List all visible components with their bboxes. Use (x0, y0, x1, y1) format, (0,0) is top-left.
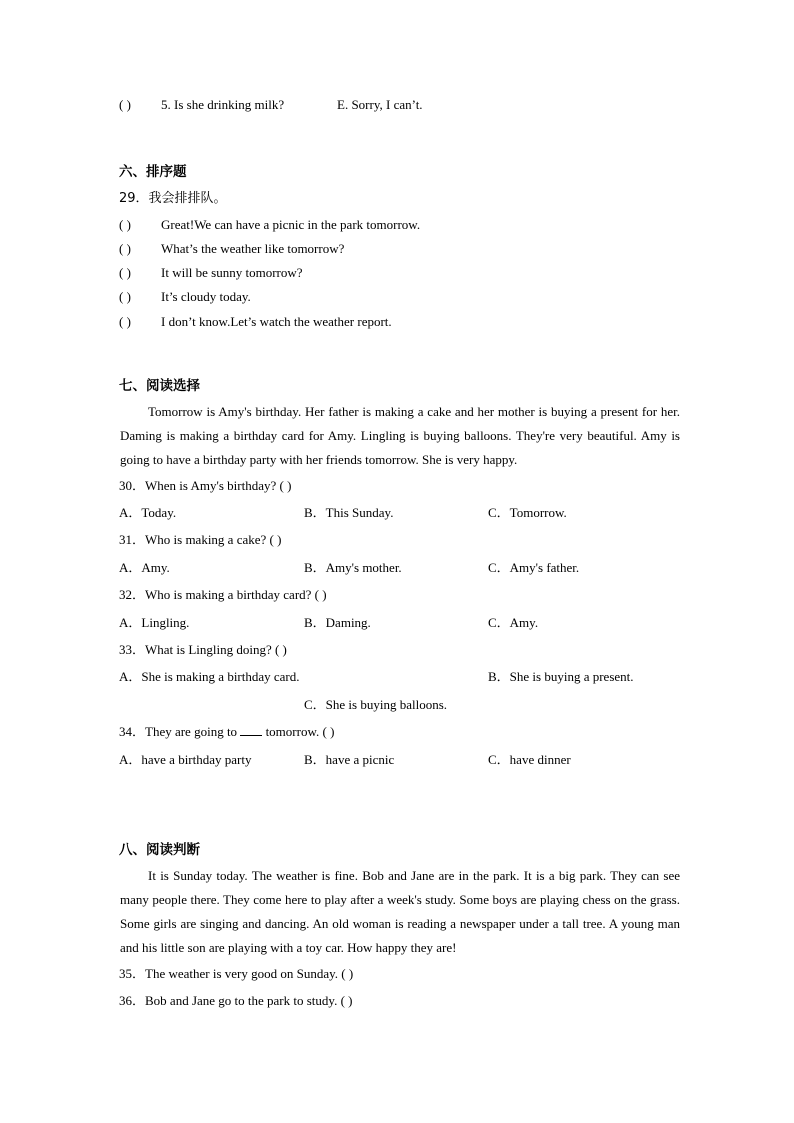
order-paren-4[interactable]: ( ) (119, 289, 131, 304)
q34-question (119, 723, 334, 741)
q31-option-c[interactable]: C．Amy's father. (488, 560, 580, 575)
q31-question: 31．Who is making a cake? ( ) (119, 532, 282, 547)
q36-question: 36．Bob and Jane go to the park to study. ( ) (119, 993, 353, 1008)
q34-blank[interactable] (240, 723, 262, 736)
order-sentence-5: I don’t know.Let’s watch the weather report. (161, 314, 392, 329)
order-sentence-1: Great!We can have a picnic in the park tomorrow. (161, 217, 421, 232)
q30-option-a[interactable]: A．Today. (119, 505, 177, 520)
q30-option-c[interactable]: C．Tomorrow. (488, 505, 567, 520)
q31-option-a[interactable]: A．Amy. (119, 560, 170, 575)
q34-option-b[interactable]: B．have a picnic (304, 752, 395, 767)
section7-passage-text: Tomorrow is Amy's birthday. Her father is making a cake and her mother is buying a present for her. Daming is making a birthday card for Amy. Lingling is buying balloons. They're very beautiful. Amy is going to have a birthday party with her friends tomorrow. She is very happy. (120, 404, 680, 467)
q33-option-b[interactable]: B．She is buying a present. (488, 669, 634, 684)
q34-option-c[interactable]: C．have dinner (488, 752, 571, 767)
q33-option-a[interactable]: A．She is making a birthday card. (119, 669, 300, 684)
q34-text-after: tomorrow. ( ) (262, 724, 335, 739)
q30-option-b[interactable]: B．This Sunday. (304, 505, 394, 520)
q32-option-b[interactable]: B．Daming. (304, 615, 371, 630)
q30-question: 30．When is Amy's birthday? ( ) (119, 478, 292, 493)
match-item-paren[interactable]: ( ) (119, 97, 131, 112)
q32-option-a[interactable]: A．Lingling. (119, 615, 190, 630)
order-sentence-4: It’s cloudy today. (161, 289, 251, 304)
match-item-answer: E. Sorry, I can’t. (337, 97, 423, 112)
q32-question: 32．Who is making a birthday card? ( ) (119, 587, 327, 602)
section8-passage-text: It is Sunday today. The weather is fine. Bob and Jane are in the park. It is a big park. They can see many people there. They come here to play after a week's study. Some boys are playing chess on the grass. Some girls are singing and dancing. An old woman is reading a newspaper under a tall tree. A young man and his little son are playing with a toy car. How happy they are! (120, 868, 680, 955)
q34-option-a[interactable]: A．have a birthday party (119, 752, 252, 767)
order-sentence-3: It will be sunny tomorrow? (161, 265, 303, 280)
order-paren-2[interactable]: ( ) (119, 241, 131, 256)
order-paren-3[interactable]: ( ) (119, 265, 131, 280)
q33-option-c[interactable]: C．She is buying balloons. (304, 697, 448, 712)
section8-heading: 八、阅读判断 (119, 842, 200, 858)
q34-text-before: 34．They are going to (119, 724, 241, 739)
q35-question: 35．The weather is very good on Sunday. ( ) (119, 966, 354, 981)
section6-heading: 六、排序题 (119, 164, 187, 180)
order-paren-5[interactable]: ( ) (119, 314, 131, 329)
order-sentence-2: What’s the weather like tomorrow? (161, 241, 345, 256)
order-paren-1[interactable]: ( ) (119, 217, 131, 232)
q33-question: 33．What is Lingling doing? ( ) (119, 642, 287, 657)
q31-option-b[interactable]: B．Amy's mother. (304, 560, 402, 575)
q29-label: 29．我会排排队。 (119, 191, 227, 206)
match-item-question: 5. Is she drinking milk? (161, 97, 285, 112)
section8-passage (120, 864, 680, 960)
section7-heading: 七、阅读选择 (119, 378, 200, 394)
q32-option-c[interactable]: C．Amy. (488, 615, 539, 630)
section7-passage (120, 400, 680, 472)
